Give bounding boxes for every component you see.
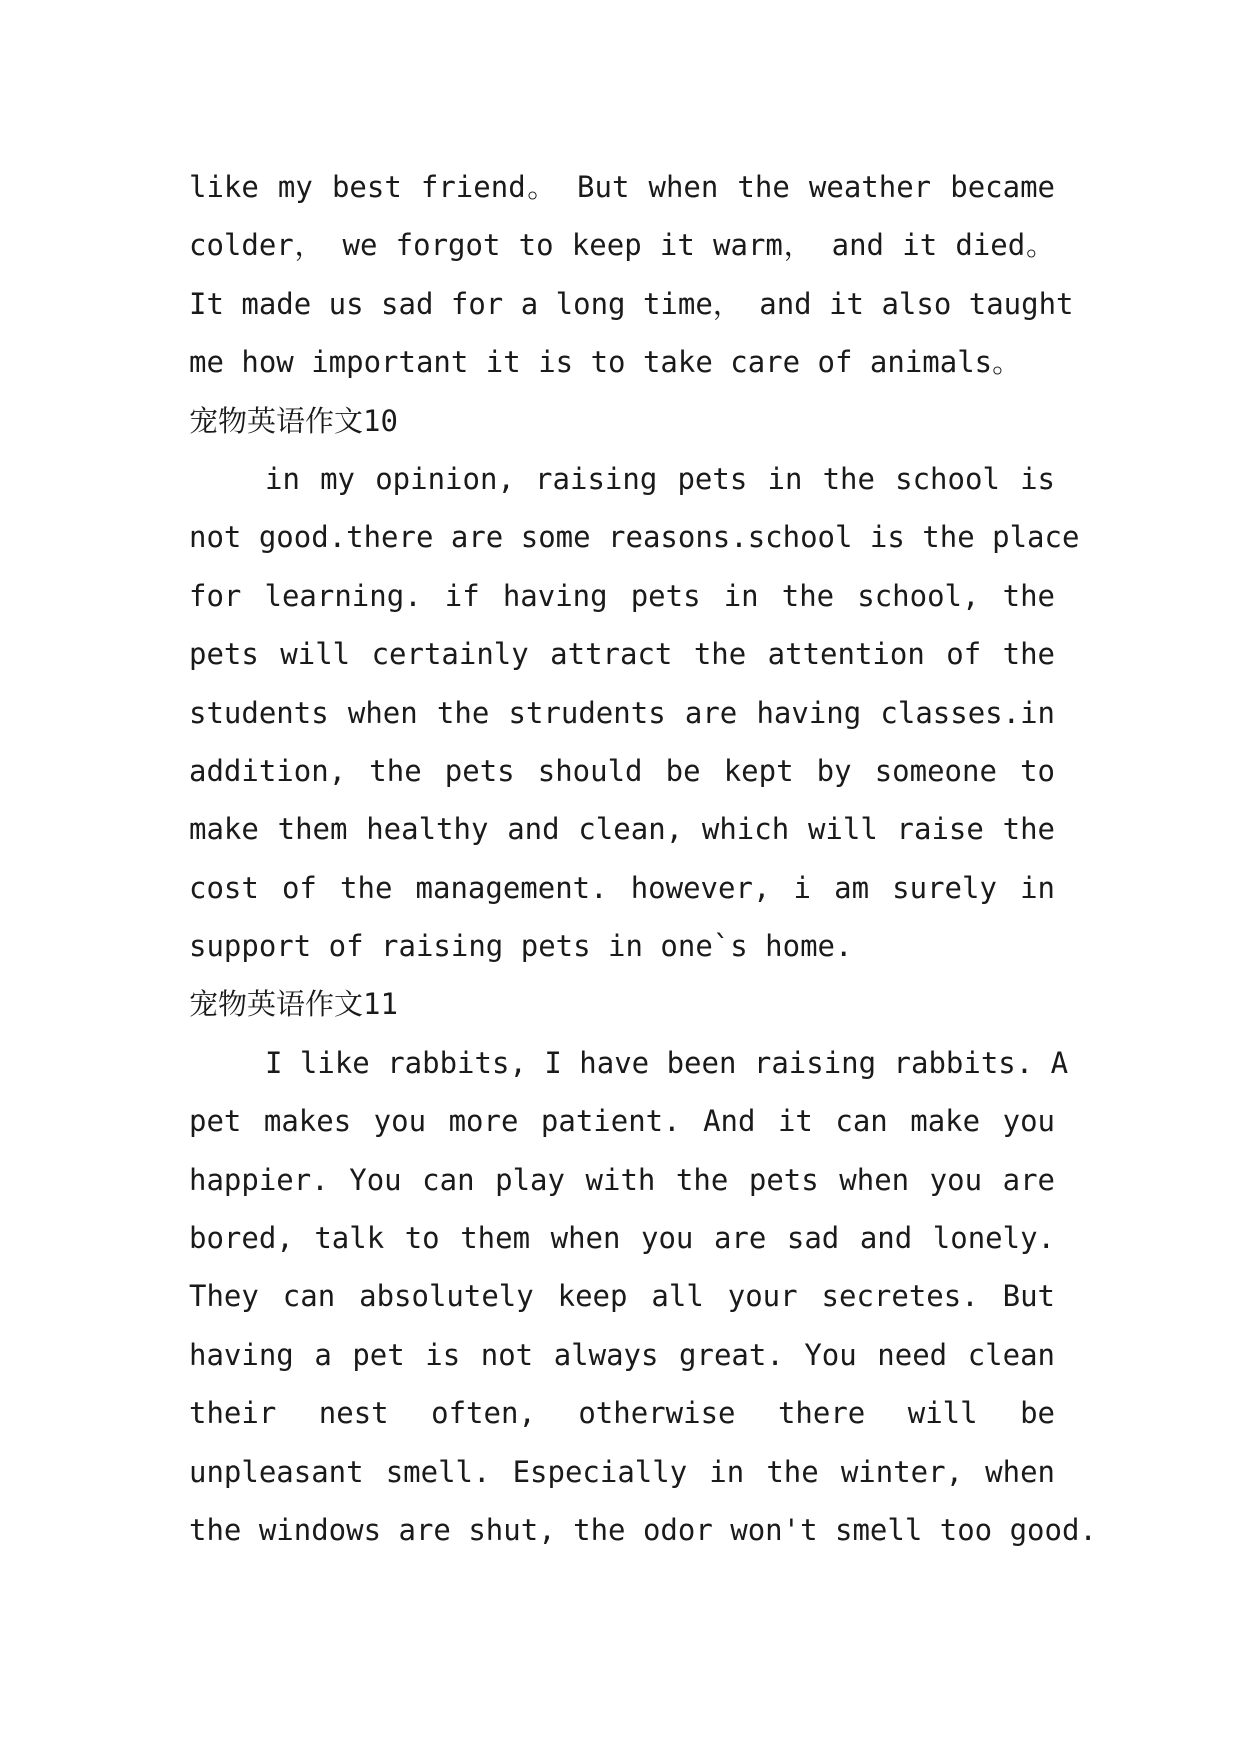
heading-number: 11 bbox=[363, 987, 398, 1022]
text-line: cost of the management. however, i am surely in bbox=[189, 870, 1055, 905]
text-line: for learning. if having pets in the school, the bbox=[189, 578, 1055, 613]
text-line: support of raising pets in one`s home. bbox=[189, 929, 853, 964]
text-line: having a pet is not always great. You need clean bbox=[189, 1337, 1055, 1372]
text-line: like my best friend。 But when the weather became bbox=[189, 170, 1055, 204]
paragraph-essay-10 bbox=[189, 450, 1080, 976]
text-line: addition, the pets should be kept by someone to bbox=[189, 753, 1055, 788]
text-line: the windows are shut, the odor won't smell too good. bbox=[189, 1512, 1097, 1547]
text-line: unpleasant smell. Especially in the winter, when bbox=[189, 1454, 1055, 1489]
text-line: It made us sad for a long time， and it also taught bbox=[189, 286, 1074, 321]
text-line: not good.there are some reasons.school is the place bbox=[189, 520, 1080, 555]
text-line: happier. You can play with the pets when you are bbox=[189, 1162, 1055, 1197]
section-heading-11 bbox=[189, 975, 1055, 1033]
text-line: pets will certainly attract the attention of the bbox=[189, 637, 1055, 672]
paragraph-intro bbox=[189, 158, 1074, 392]
text-line: They can absolutely keep all your secretes. But bbox=[189, 1279, 1055, 1314]
text-line: in my opinion, raising pets in the school is bbox=[265, 461, 1055, 496]
text-line: I like rabbits, I have been raising rabbits. A bbox=[265, 1045, 1069, 1080]
document-body bbox=[189, 158, 1097, 1559]
text-line: colder， we forgot to keep it warm， and it died。 bbox=[189, 228, 1055, 263]
heading-number: 10 bbox=[363, 403, 398, 438]
paragraph-essay-11 bbox=[189, 1034, 1097, 1560]
section-heading-10 bbox=[189, 392, 1055, 450]
heading-text: 宠物英语作文 bbox=[189, 403, 364, 438]
text-line: their nest often, otherwise there will be bbox=[189, 1396, 1055, 1431]
text-line: make them healthy and clean, which will raise the bbox=[189, 812, 1055, 847]
heading-text: 宠物英语作文 bbox=[189, 987, 364, 1022]
text-line: bored, talk to them when you are sad and lonely. bbox=[189, 1221, 1055, 1256]
text-line: pet makes you more patient. And it can make you bbox=[189, 1104, 1055, 1139]
text-line: students when the strudents are having classes.in bbox=[189, 695, 1055, 730]
text-line: me how important it is to take care of animals。 bbox=[189, 345, 1022, 380]
